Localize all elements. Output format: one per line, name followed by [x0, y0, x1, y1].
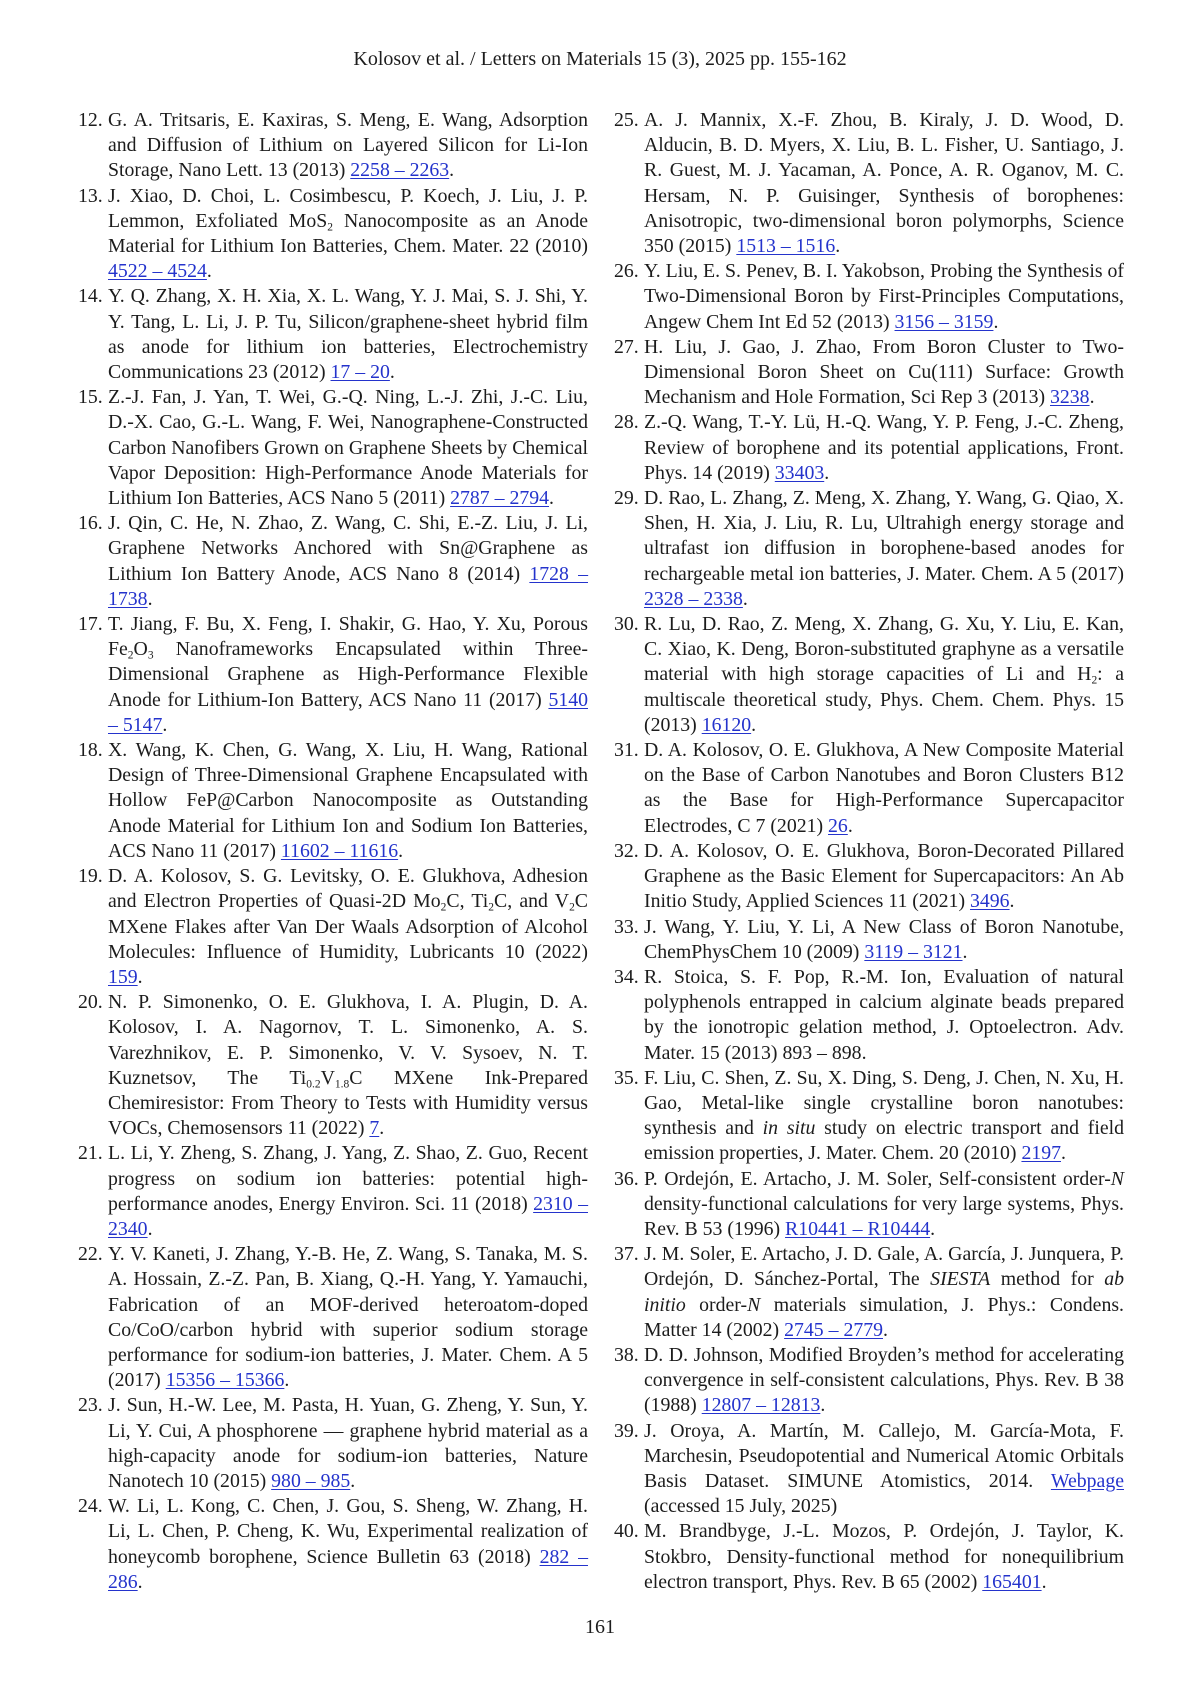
reference-link[interactable]: 2745 – 2779: [784, 1318, 883, 1341]
reference-number: 14.: [78, 285, 103, 308]
reference-number: 23.: [78, 1394, 103, 1417]
reference-text: Y. Q. Zhang, X. H. Xia, X. L. Wang, Y. J. Mai, S. J. Shi, Y. Y. Tang, L. Li, J. P. Tu, Silicon/graphene-sheet hybrid film as anode for lithium ion batteries, Electrochemistry Communications 23 (2012) 17 – 20.: [108, 285, 588, 384]
reference-item: [614, 335, 1124, 411]
reference-text: N. P. Simonenko, O. E. Glukhova, I. A. Plugin, D. A. Kolosov, I. A. Nagornov, T. L. Simonenko, A. S. Varezhnikov, E. P. Simonenko, V. V. Sysoev, N. T. Kuznetsov, The $Ti_{0.2}V_{1.8}C$ MXene Ink-Prepared Chemiresistor: From Theory to Tests with Humidity versus VOCs, Chemosensors 11 (2022) 7.: [108, 991, 588, 1140]
reference-link[interactable]: 165401: [982, 1570, 1042, 1593]
italic-text: N: [1110, 1167, 1124, 1190]
reference-number: 17.: [78, 613, 103, 636]
page-number: 161: [585, 1616, 615, 1638]
reference-link[interactable]: 16120: [701, 713, 752, 736]
reference-item: [614, 486, 1124, 612]
italic-text: N: [747, 1293, 761, 1316]
italic-text: in situ: [762, 1117, 816, 1140]
reference-item: [614, 108, 1124, 259]
subscript-text: 0.2: [306, 1078, 321, 1091]
reference-link[interactable]: 3238: [1050, 386, 1090, 409]
subscript-text: 2: [127, 649, 134, 662]
reference-number: 19.: [78, 865, 103, 888]
reference-number: 21.: [78, 1142, 103, 1165]
reference-number: 33.: [614, 915, 639, 938]
reference-text: G. A. Tritsaris, E. Kaxiras, S. Meng, E. Wang, Adsorption and Diffusion of Lithium on Layered Silicon for Li-Ion Storage, Nano Lett. 13 (2013) 2258 – 2263.: [108, 109, 588, 182]
reference-text: D. A. Kolosov, S. G. Levitsky, O. E. Glukhova, Adhesion and Electron Properties of Quasi-2D $Mo_2C$, $Ti_2C$, and $V_2C$ MXene Flakes after Van Der Waals Adsorption of Alcohol Molecules: Influence of Humidity, Lubricants 10 (2022) 159.: [108, 865, 588, 988]
reference-number: 27.: [614, 335, 639, 358]
reference-link[interactable]: 17 – 20: [330, 361, 390, 384]
reference-link[interactable]: 2787 – 2794: [450, 487, 550, 510]
reference-link[interactable]: 2328 – 2338: [644, 587, 743, 610]
reference-text: F. Liu, C. Shen, Z. Su, X. Ding, S. Deng, J. Chen, N. Xu, H. Gao, Metal-like single crystalline boron nanotubes: synthesis and in situ study on electric transport and field emission properties, J. Mater. Chem. 20 (2010) 2197.: [644, 1066, 1125, 1165]
reference-number: 25.: [614, 109, 639, 131]
reference-text: R. Stoica, S. F. Pop, R.-M. Ion, Evaluation of natural polyphenols entrapped in calcium alginate beads prepared by the ionotropic gelation method, J. Optoelectron. Adv. Mater. 15 (2013) 893 – 898.: [644, 965, 1124, 1064]
reference-text: D. D. Johnson, Modified Broyden’s method for accelerating convergence in self-consistent calculations, Phys. Rev. B 38 (1988) 12807 – 12813.: [644, 1343, 1124, 1417]
reference-item: [614, 965, 1124, 1066]
reference-link[interactable]: 282 – 286: [108, 1545, 588, 1593]
reference-text: Y. V. Kaneti, J. Zhang, Y.-B. He, Z. Wang, S. Tanaka, M. S. A. Hossain, Z.-Z. Pan, B. Xiang, Q.-H. Yang, Y. Yamauchi, Fabrication of an MOF-derived heteroatom-doped Co/CoO/carbon hybrid with superior sodium storage performance for sodium-ion batteries, J. Mater. Chem. A 5 (2017) 15356 – 15366.: [108, 1243, 588, 1392]
reference-text: Y. Liu, E. S. Penev, B. I. Yakobson, Probing the Synthesis of Two-Dimensional Boron by First-Principles Computations, Angew Chem Int Ed 52 (2013) 3156 – 3159.: [644, 260, 1124, 333]
reference-item: [614, 1419, 1124, 1520]
reference-number: 37.: [614, 1243, 639, 1266]
reference-item: [78, 1393, 588, 1494]
reference-item: [614, 1242, 1124, 1343]
subscript-text: 2: [488, 901, 495, 914]
reference-number: 30.: [614, 613, 639, 636]
reference-link[interactable]: 2197: [1021, 1142, 1061, 1165]
reference-link[interactable]: 26: [828, 814, 848, 837]
reference-link[interactable]: 12807 – 12813: [701, 1394, 821, 1417]
reference-number: 31.: [614, 739, 639, 762]
reference-text: D. A. Kolosov, O. E. Glukhova, Boron-Decorated Pillared Graphene as the Basic Element for Supercapacitors: An Ab Initio Study, Applied Sciences 11 (2021) 3496.: [644, 839, 1124, 913]
reference-number: 29.: [614, 487, 639, 510]
subscript-text: 2: [569, 901, 575, 914]
reference-text: R. Lu, D. Rao, Z. Meng, X. Zhang, G. Xu, Y. Liu, E. Kan, C. Xiao, K. Deng, Boron-substituted graphyne as a versatile material with high storage capacities of Li and $H_2$: a multiscale theoretical study, Phys. Chem. Chem. Phys. 15 (2013) 16120.: [644, 613, 1124, 736]
reference-number: 38.: [614, 1343, 639, 1366]
reference-number: 34.: [614, 965, 639, 988]
reference-number: 26.: [614, 260, 639, 283]
reference-item: [614, 1519, 1124, 1595]
reference-item: [614, 738, 1124, 839]
reference-item: [78, 738, 588, 864]
reference-text: Z.-J. Fan, J. Yan, T. Wei, G.-Q. Ning, L.-J. Zhi, J.-C. Liu, D.-X. Cao, G.-L. Wang, F. Wei, Nanographene-Constructed Carbon Nanofibers Grown on Graphene Sheets by Chemical Vapor Deposition: High-Performance Anode Materials for Lithium Ion Batteries, ACS Nano 5 (2011) 2787 – 2794.: [108, 386, 588, 510]
reference-text: W. Li, L. Kong, C. Chen, J. Gou, S. Sheng, W. Zhang, H. Li, L. Chen, P. Cheng, K. Wu, Experimental realization of honeycomb borophene, Science Bulletin 63 (2018) 282 – 286.: [108, 1495, 588, 1593]
reference-item: [614, 410, 1124, 486]
reference-item: [78, 864, 588, 990]
reference-number: 40.: [614, 1520, 639, 1543]
subscript-text: 2: [327, 221, 333, 234]
references-section: [78, 108, 1124, 1595]
subscript-text: 1.8: [334, 1078, 350, 1091]
reference-link[interactable]: R10441 – R10444: [785, 1217, 931, 1240]
reference-item: [78, 385, 588, 511]
reference-link[interactable]: 33403: [774, 461, 825, 484]
reference-number: 13.: [78, 184, 103, 207]
reference-link[interactable]: 11602 – 11616: [280, 839, 399, 862]
reference-item: [614, 1343, 1124, 1419]
reference-number: 39.: [614, 1419, 639, 1442]
reference-link[interactable]: 980 – 985: [271, 1469, 351, 1492]
reference-text: J. Wang, Y. Liu, Y. Li, A New Class of Boron Nanotube, ChemPhysChem 10 (2009) 3119 – 3121.: [644, 915, 1124, 963]
reference-number: 12.: [78, 109, 103, 131]
reference-link[interactable]: 7: [369, 1117, 380, 1140]
reference-number: 24.: [78, 1495, 103, 1518]
reference-text: D. A. Kolosov, O. E. Glukhova, A New Composite Material on the Base of Carbon Nanotubes and Boron Clusters B12 as the Base for High-Performance Supercapacitor Electrodes, C 7 (2021) 26.: [644, 739, 1124, 837]
reference-link[interactable]: 2258 – 2263: [350, 159, 450, 182]
reference-item: [78, 284, 588, 385]
italic-text: ab initio: [644, 1268, 1124, 1316]
reference-link[interactable]: 2310 – 2340: [108, 1192, 588, 1240]
reference-link[interactable]: 3496: [969, 890, 1010, 913]
reference-text: J. Sun, H.-W. Lee, M. Pasta, H. Yuan, G. Zheng, Y. Sun, Y. Li, Y. Cui, A phosphorene — graphene hybrid material as a high-capacity anode for sodium-ion batteries, Nature Nanotech 10 (2015) 980 – 985.: [108, 1394, 588, 1492]
reference-number: 35.: [614, 1066, 639, 1089]
references-column-left: [78, 108, 588, 1595]
reference-text: H. Liu, J. Gao, J. Zhao, From Boron Cluster to Two-Dimensional Boron Sheet on Cu(111) Surface: Growth Mechanism and Hole Formation, Sci Rep 3 (2013) 3238.: [644, 335, 1124, 409]
subscript-text: 2: [440, 901, 447, 914]
reference-link[interactable]: 1728 – 1738: [108, 562, 588, 610]
reference-number: 28.: [614, 411, 639, 434]
reference-link[interactable]: 4522 – 4524: [108, 260, 207, 283]
reference-item: [78, 511, 588, 612]
reference-text: J. Xiao, D. Choi, L. Cosimbescu, P. Koech, J. Liu, J. P. Lemmon, Exfoliated MoS$_2$ Nanocomposite as an Anode Material for Lithium Ion Batteries, Chem. Mater. 22 (2010) 4522 – 4524.: [108, 184, 589, 283]
reference-item: [78, 1494, 588, 1595]
reference-item: [614, 1066, 1124, 1167]
reference-number: 32.: [614, 839, 639, 862]
reference-item: [614, 915, 1124, 965]
reference-item: [78, 1141, 588, 1242]
reference-item: [614, 1167, 1124, 1243]
references-column-right: [614, 108, 1124, 1595]
reference-link[interactable]: Webpage: [1050, 1469, 1124, 1492]
reference-text: T. Jiang, F. Bu, X. Feng, I. Shakir, G. Hao, Y. Xu, Porous $Fe_2O_3$ Nanoframeworks Encapsulated within Three-Dimensional Graphene as High-Performance Flexible Anode for Lithium-Ion Battery, ACS Nano 11 (2017) 5140 – 5147.: [108, 613, 588, 736]
reference-text: J. Qin, C. He, N. Zhao, Z. Wang, C. Shi, E.-Z. Liu, J. Li, Graphene Networks Anchored with Sn@Graphene as Lithium Ion Battery Anode, ACS Nano 8 (2014) 1728 – 1738.: [108, 512, 588, 610]
reference-link[interactable]: 3156 – 3159: [894, 310, 994, 333]
reference-item: [614, 612, 1124, 738]
italic-text: SIESTA: [930, 1268, 991, 1291]
reference-item: [78, 990, 588, 1141]
reference-link[interactable]: 5140 – 5147: [108, 688, 588, 736]
subscript-text: 3: [147, 649, 154, 662]
reference-text: P. Ordejón, E. Artacho, J. M. Soler, Self-consistent order-N density-functional calculations for very large systems, Phys. Rev. B 53 (1996) R10441 – R10444.: [644, 1167, 1124, 1240]
reference-text: Z.-Q. Wang, T.-Y. Lü, H.-Q. Wang, Y. P. Feng, J.-C. Zheng, Review of borophene and its potential applications, Front. Phys. 14 (2019) 33403.: [644, 411, 1124, 484]
reference-item: [78, 1242, 588, 1393]
reference-text: J. Oroya, A. Martín, M. Callejo, M. García-Mota, F. Marchesin, Pseudopotential and Numerical Atomic Orbitals Basis Dataset. SIMUNE Atomistics, 2014. Webpage (accessed 15 July, 2025): [644, 1419, 1124, 1518]
reference-number: 16.: [78, 512, 103, 535]
reference-text: D. Rao, L. Zhang, Z. Meng, X. Zhang, Y. Wang, G. Qiao, X. Shen, H. Xia, J. Liu, R. Lu, Ultrahigh energy storage and ultrafast ion diffusion in borophene-based anodes for rechargeable metal ion batteries, J. Mater. Chem. A 5 (2017) 2328 – 2338.: [644, 487, 1124, 610]
reference-item: [78, 612, 588, 738]
reference-link[interactable]: 1513 – 1516: [736, 235, 836, 258]
reference-text: L. Li, Y. Zheng, S. Zhang, J. Yang, Z. Shao, Z. Guo, Recent progress on sodium ion batteries: potential high-performance anodes, Energy Environ. Sci. 11 (2018) 2310 – 2340.: [108, 1142, 588, 1240]
running-header: Kolosov et al. / Letters on Materials 15 (3), 2025 pp. 155-162: [353, 48, 847, 70]
reference-text: J. M. Soler, E. Artacho, J. D. Gale, A. García, J. Junquera, P. Ordejón, D. Sánchez-Portal, The SIESTA method for ab initio order-N materials simulation, J. Phys.: Condens. Matter 14 (2002) 2745 – 2779.: [644, 1243, 1124, 1341]
reference-number: 20.: [78, 991, 103, 1014]
reference-link[interactable]: 15356 – 15366: [165, 1369, 285, 1392]
reference-number: 18.: [78, 739, 103, 762]
reference-number: 15.: [78, 386, 103, 409]
reference-item: [614, 839, 1124, 915]
reference-item: [78, 108, 588, 184]
reference-link[interactable]: 159: [108, 965, 138, 988]
reference-text: M. Brandbyge, J.-L. Mozos, P. Ordejón, J. Taylor, K. Stokbro, Density-functional method for nonequilibrium electron transport, Phys. Rev. B 65 (2002) 165401.: [644, 1520, 1124, 1593]
reference-item: [614, 259, 1124, 335]
reference-number: 36.: [614, 1167, 639, 1190]
reference-text: A. J. Mannix, X.-F. Zhou, B. Kiraly, J. D. Wood, D. Alducin, B. D. Myers, X. Liu, B. L. Fisher, U. Santiago, J. R. Guest, M. J. Yacaman, A. Ponce, A. R. Oganov, M. C. Hersam, N. P. Guisinger, Synthesis of borophenes: Anisotropic, two-dimensional boron polymorphs, Science 350 (2015) 1513 – 1516.: [644, 109, 1124, 258]
reference-link[interactable]: 3119 – 3121: [864, 940, 963, 963]
reference-number: 22.: [78, 1243, 103, 1266]
reference-text: X. Wang, K. Chen, G. Wang, X. Liu, H. Wang, Rational Design of Three-Dimensional Graphene Encapsulated with Hollow FeP@Carbon Nanocomposite as Outstanding Anode Material for Lithium Ion and Sodium Ion Batteries, ACS Nano 11 (2017) 11602 – 11616.: [108, 739, 588, 862]
subscript-text: 2: [1091, 674, 1098, 687]
reference-item: [78, 184, 588, 285]
